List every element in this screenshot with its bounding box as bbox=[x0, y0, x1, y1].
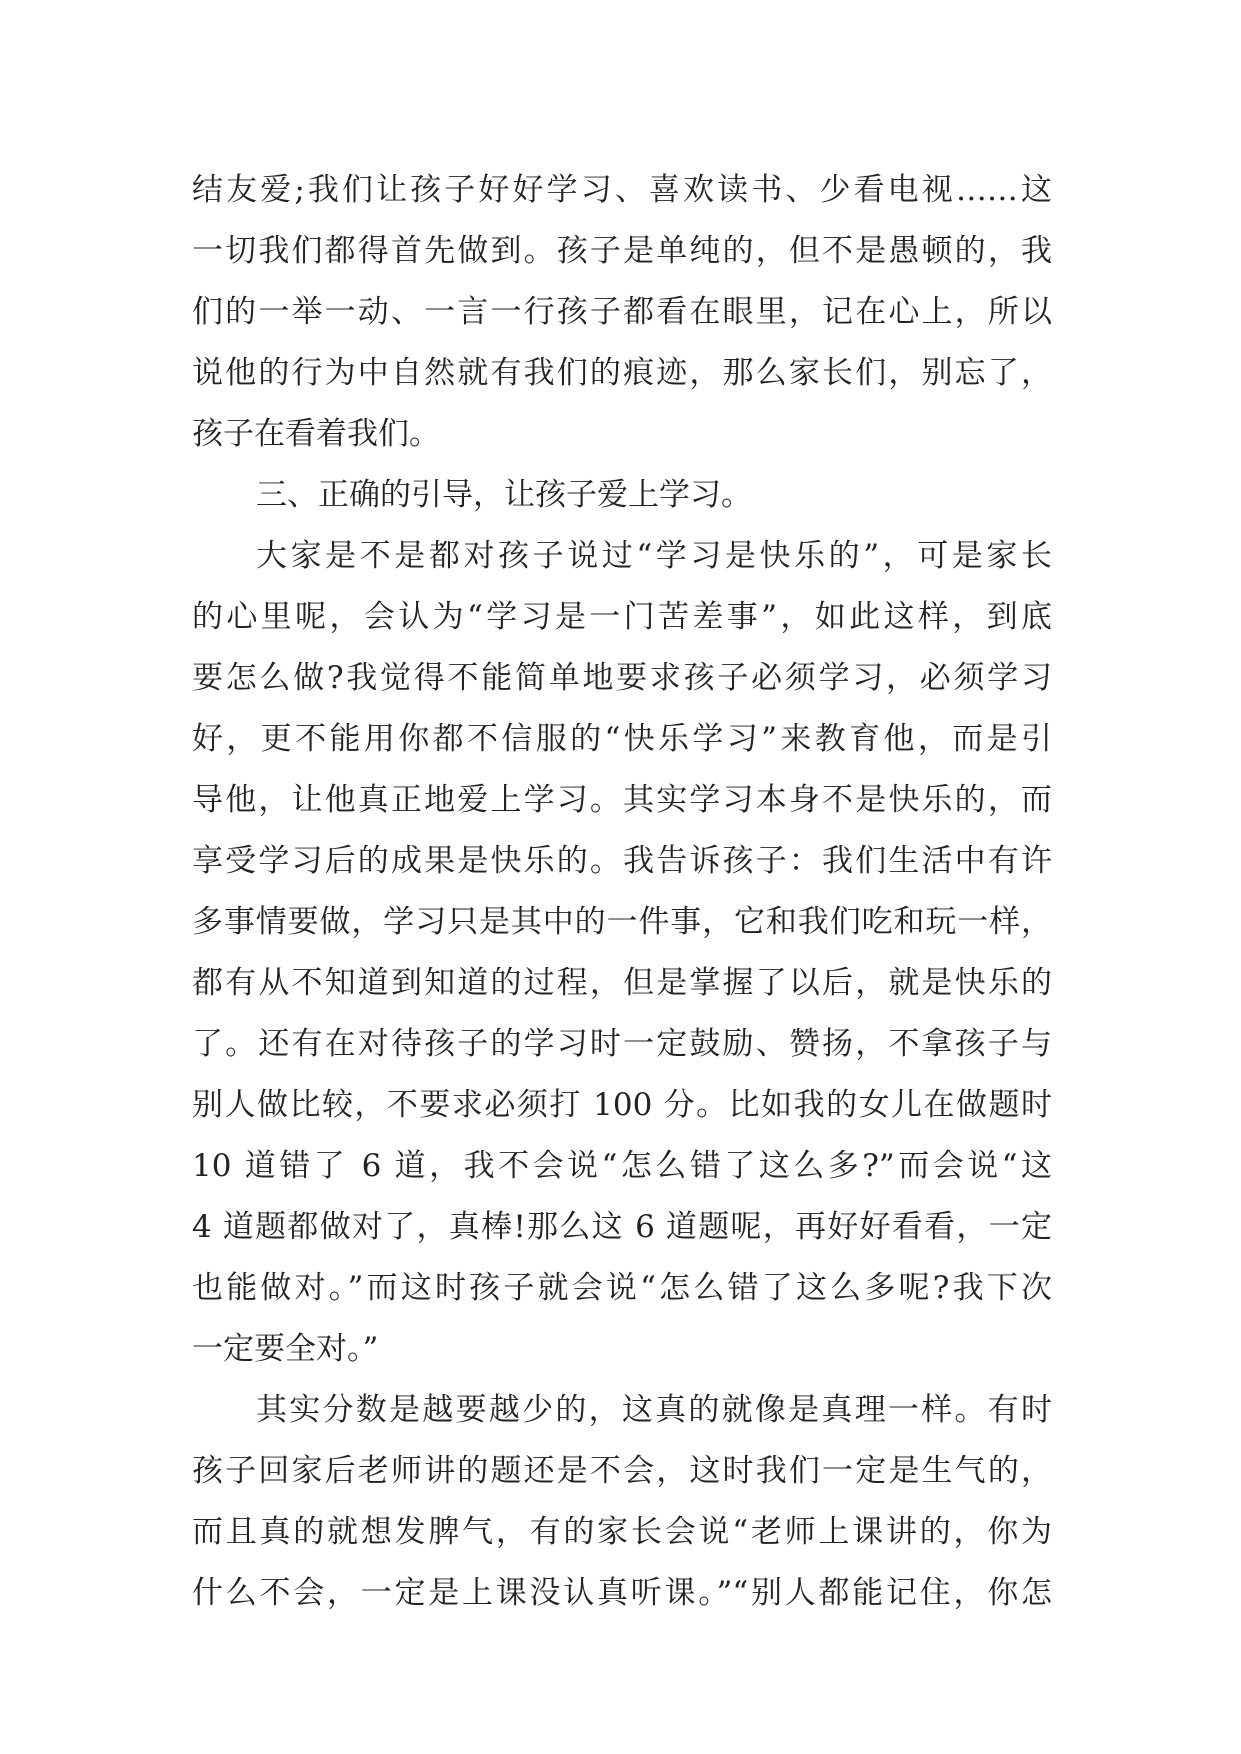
text-line: 导他，让他真正地爱上学习。其实学习本身不是快乐的，而 bbox=[192, 782, 1052, 818]
text-line: 其实分数是越要越少的，这真的就像是真理一样。有时 bbox=[256, 1392, 1052, 1428]
text-line: 4 道题都做对了，真棒!那么这 6 道题呢，再好好看看，一定 bbox=[192, 1209, 1052, 1245]
text-line: 结友爱;我们让孩子好好学习、喜欢读书、少看电视……这 bbox=[192, 172, 1052, 208]
text-line: 也能做对。”而这时孩子就会说“怎么错了这么多呢?我下次 bbox=[192, 1270, 1052, 1306]
text-line: 要怎么做?我觉得不能简单地要求孩子必须学习，必须学习 bbox=[192, 660, 1052, 696]
text-line: 享受学习后的成果是快乐的。我告诉孩子：我们生活中有许 bbox=[192, 843, 1052, 879]
text-line: 好，更不能用你都不信服的“快乐学习”来教育他，而是引 bbox=[192, 721, 1052, 757]
text-line: 大家是不是都对孩子说过“学习是快乐的”，可是家长 bbox=[256, 538, 1052, 574]
document-body bbox=[192, 160, 1052, 1624]
text-line: 们的一举一动、一言一行孩子都看在眼里，记在心上，所以 bbox=[192, 294, 1052, 330]
text-line: 三、正确的引导，让孩子爱上学习。 bbox=[256, 477, 752, 513]
text-line: 孩子在看着我们。 bbox=[192, 416, 440, 452]
text-line: 10 道错了 6 道，我不会说“怎么错了这么多?”而会说“这 bbox=[192, 1148, 1052, 1184]
text-line: 多事情要做，学习只是其中的一件事，它和我们吃和玩一样， bbox=[192, 904, 1052, 940]
text-line: 一切我们都得首先做到。孩子是单纯的，但不是愚顿的，我 bbox=[192, 233, 1052, 269]
text-line: 什么不会，一定是上课没认真听课。”“别人都能记住，你怎 bbox=[192, 1575, 1052, 1611]
text-line: 一定要全对。” bbox=[192, 1331, 379, 1367]
text-line: 孩子回家后老师讲的题还是不会，这时我们一定是生气的， bbox=[192, 1453, 1052, 1489]
text-line: 说他的行为中自然就有我们的痕迹，那么家长们，别忘了， bbox=[192, 355, 1052, 391]
text-line: 而且真的就想发脾气，有的家长会说“老师上课讲的，你为 bbox=[192, 1514, 1052, 1550]
text-line: 的心里呢，会认为“学习是一门苦差事”，如此这样，到底 bbox=[192, 599, 1052, 635]
text-line: 都有从不知道到知道的过程，但是掌握了以后，就是快乐的 bbox=[192, 965, 1052, 1001]
text-line: 别人做比较，不要求必须打 100 分。比如我的女儿在做题时 bbox=[192, 1087, 1052, 1123]
text-line: 了。还有在对待孩子的学习时一定鼓励、赞扬，不拿孩子与 bbox=[192, 1026, 1052, 1062]
